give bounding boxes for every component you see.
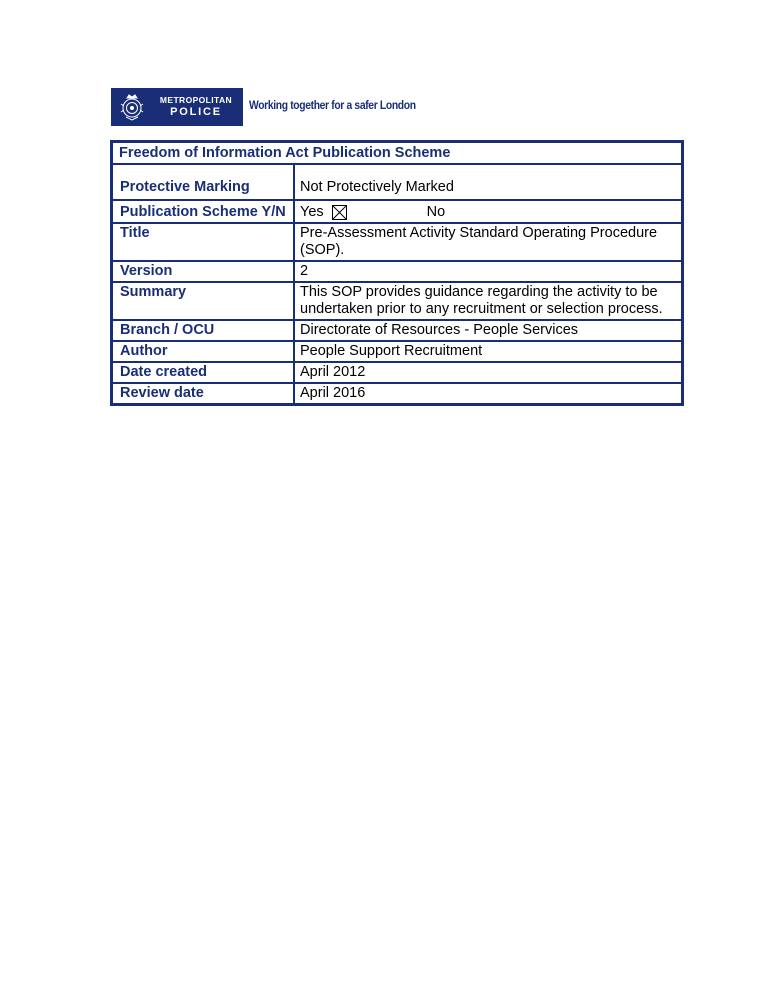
row-value: Not Protectively Marked [300,179,454,195]
logo-text-metropolitan: METROPOLITAN [159,94,233,105]
row-label: Author [113,342,295,361]
table-row [113,260,681,281]
logo-text-police: POLICE [170,106,222,119]
row-value: This SOP provides guidance regarding the activity to be undertaken prior to any recruitment or selection process. [300,284,663,317]
row-value: People Support Recruitment [300,343,483,359]
row-label: Branch / OCU [113,321,295,340]
row-value: Directorate of Resources - People Services [300,322,579,338]
table-row [113,382,681,403]
row-label: Protective Marking [113,165,295,199]
no-label: No [426,204,446,220]
table-row [113,361,681,382]
row-label: Publication Scheme Y/N [113,201,295,222]
table-row [113,222,681,260]
table-row [113,163,681,199]
row-label: Title [113,224,295,260]
table-row [113,199,681,222]
row-label: Version [113,262,295,281]
row-label: Summary [113,283,295,319]
row-value: 2 [300,263,309,279]
row-value: April 2016 [300,385,366,401]
yes-label: Yes [300,204,324,220]
table-row [113,281,681,319]
row-value [295,201,681,222]
row-label: Review date [113,384,295,403]
publication-scheme-table [110,140,684,406]
met-police-crest-icon [115,91,149,123]
table-title-row [113,143,681,163]
table-row [113,319,681,340]
row-value: April 2012 [300,364,366,380]
row-value: Pre-Assessment Activity Standard Operating Procedure (SOP). [300,225,658,258]
checkbox-checked-icon[interactable] [332,205,347,220]
table-title: Freedom of Information Act Publication Scheme [119,145,451,161]
row-label: Date created [113,363,295,382]
met-police-logo [111,88,243,126]
tagline: Working together for a safer London [249,98,416,112]
table-row [113,340,681,361]
